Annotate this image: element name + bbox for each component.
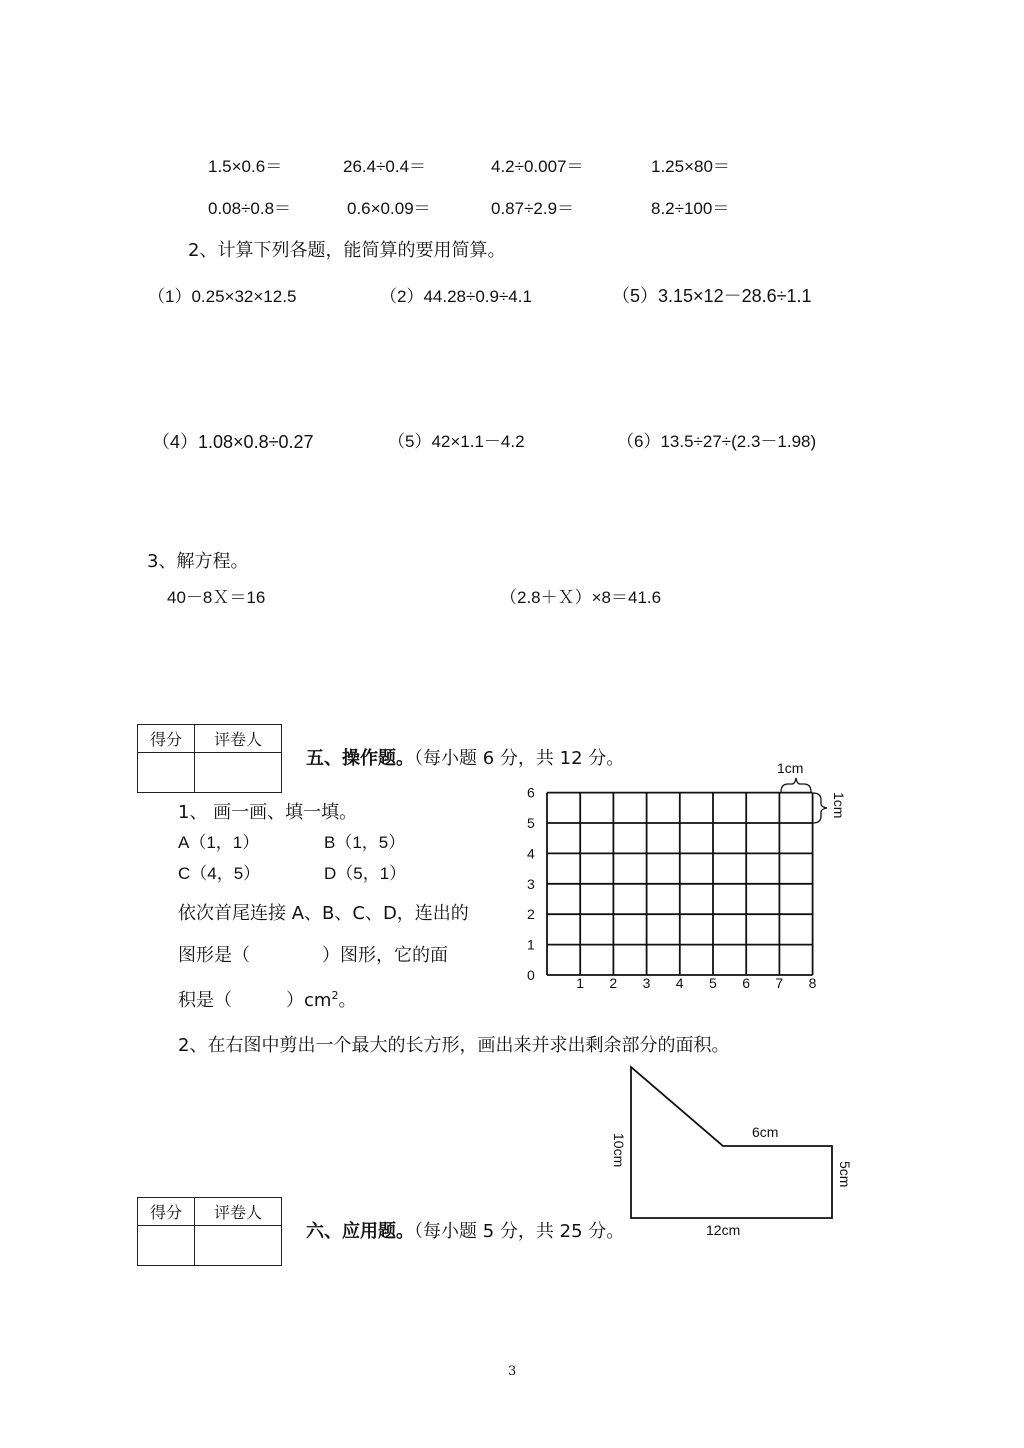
area-unit-superscript: 2 (331, 989, 339, 1002)
section5-line2: 图形是（ ）图形，它的面 (178, 945, 448, 966)
shape-label-top: 6cm (752, 1124, 779, 1140)
x-tick-label: 6 (742, 975, 750, 991)
oral-calc-2: 26.4÷0.4＝ (343, 157, 427, 176)
q2-item-3: （5）3.15×12－28.6÷1.1 (612, 286, 812, 306)
x-tick-label: 3 (642, 975, 651, 991)
q3-equation-1: 40－8Ｘ＝16 (167, 588, 266, 607)
point-a: A（1，1） (178, 833, 260, 852)
score-label: 得分 (138, 725, 195, 753)
q2-item-5: （5）42×1.1－4.2 (388, 432, 525, 451)
oral-calc-1: 1.5×0.6＝ (208, 157, 283, 176)
oral-calc-4: 1.25×80＝ (651, 157, 730, 176)
section6-heading (306, 1223, 624, 1241)
page-number: 3 (508, 1364, 517, 1379)
q2-item-6: （6）13.5÷27÷(2.3－1.98) (617, 432, 817, 451)
point-c: C（4，5） (178, 864, 261, 883)
shape-label-left: 10cm (611, 1133, 627, 1168)
x-tick-label: 7 (775, 975, 784, 991)
oral-calc-7: 0.87÷2.9＝ (491, 199, 575, 218)
section5-line1: 依次首尾连接 A、B、C、D，连出的 (178, 903, 469, 924)
x-tick-label: 5 (709, 975, 717, 991)
score-box-section6 (137, 1197, 282, 1266)
section6-title: 六、应用题。 (306, 1221, 414, 1242)
score-label: 得分 (138, 1198, 195, 1226)
unit-label-vertical: 1cm (831, 792, 847, 819)
unit-label-horizontal: 1cm (777, 760, 804, 776)
q2-item-2: （2）44.28÷0.9÷4.1 (380, 287, 532, 306)
oral-calc-3: 4.2÷0.007＝ (491, 157, 584, 176)
grader-cell[interactable] (195, 1226, 282, 1266)
section5-p1-title: 1、 画一画、填一填。 (178, 802, 358, 823)
section5-note: （每小题 6 分，共 12 分。 (414, 748, 625, 769)
section5-p2-title: 2、在右图中剪出一个最大的长方形，画出来并求出剩余部分的面积。 (178, 1035, 730, 1056)
shape-label-bottom: 12cm (706, 1222, 741, 1238)
section5-title: 五、操作题。 (306, 748, 414, 769)
y-tick-label: 0 (527, 967, 535, 983)
oral-calc-6: 0.6×0.09＝ (347, 199, 431, 218)
q2-item-1: （1）0.25×32×12.5 (148, 287, 297, 306)
y-tick-label: 5 (527, 815, 535, 831)
grader-label: 评卷人 (195, 725, 282, 753)
y-tick-label: 6 (527, 784, 535, 801)
q2-item-4: （4）1.08×0.8÷0.27 (152, 432, 314, 452)
point-d: D（5，1） (324, 864, 407, 883)
x-tick-label: 8 (808, 975, 817, 991)
score-cell[interactable] (138, 1226, 195, 1266)
y-tick-label: 3 (527, 875, 535, 892)
point-b: B（1，5） (324, 833, 406, 852)
y-tick-label: 2 (527, 906, 535, 923)
grader-label: 评卷人 (195, 1198, 282, 1226)
section6-note: （每小题 5 分，共 25 分。 (414, 1221, 625, 1242)
y-tick-label: 4 (527, 845, 535, 862)
oral-calc-5: 0.08÷0.8＝ (208, 199, 292, 218)
q3-title: 3、解方程。 (147, 551, 249, 572)
y-tick-label: 1 (527, 936, 535, 953)
shape-label-right: 5cm (837, 1161, 853, 1188)
area-answer-text: 积是（ ）cm (178, 990, 332, 1011)
x-tick-label: 4 (675, 975, 684, 991)
q2-title: 2、计算下列各题，能简算的要用简算。 (188, 240, 506, 261)
x-tick-label: 1 (576, 975, 584, 991)
q3-equation-2: （2.8＋Ｘ）×8＝41.6 (500, 588, 662, 607)
irregular-shape (631, 1067, 832, 1218)
oral-calc-8: 8.2÷100＝ (651, 199, 730, 218)
x-tick-label: 2 (609, 975, 618, 991)
area-answer-end: 。 (338, 990, 357, 1011)
